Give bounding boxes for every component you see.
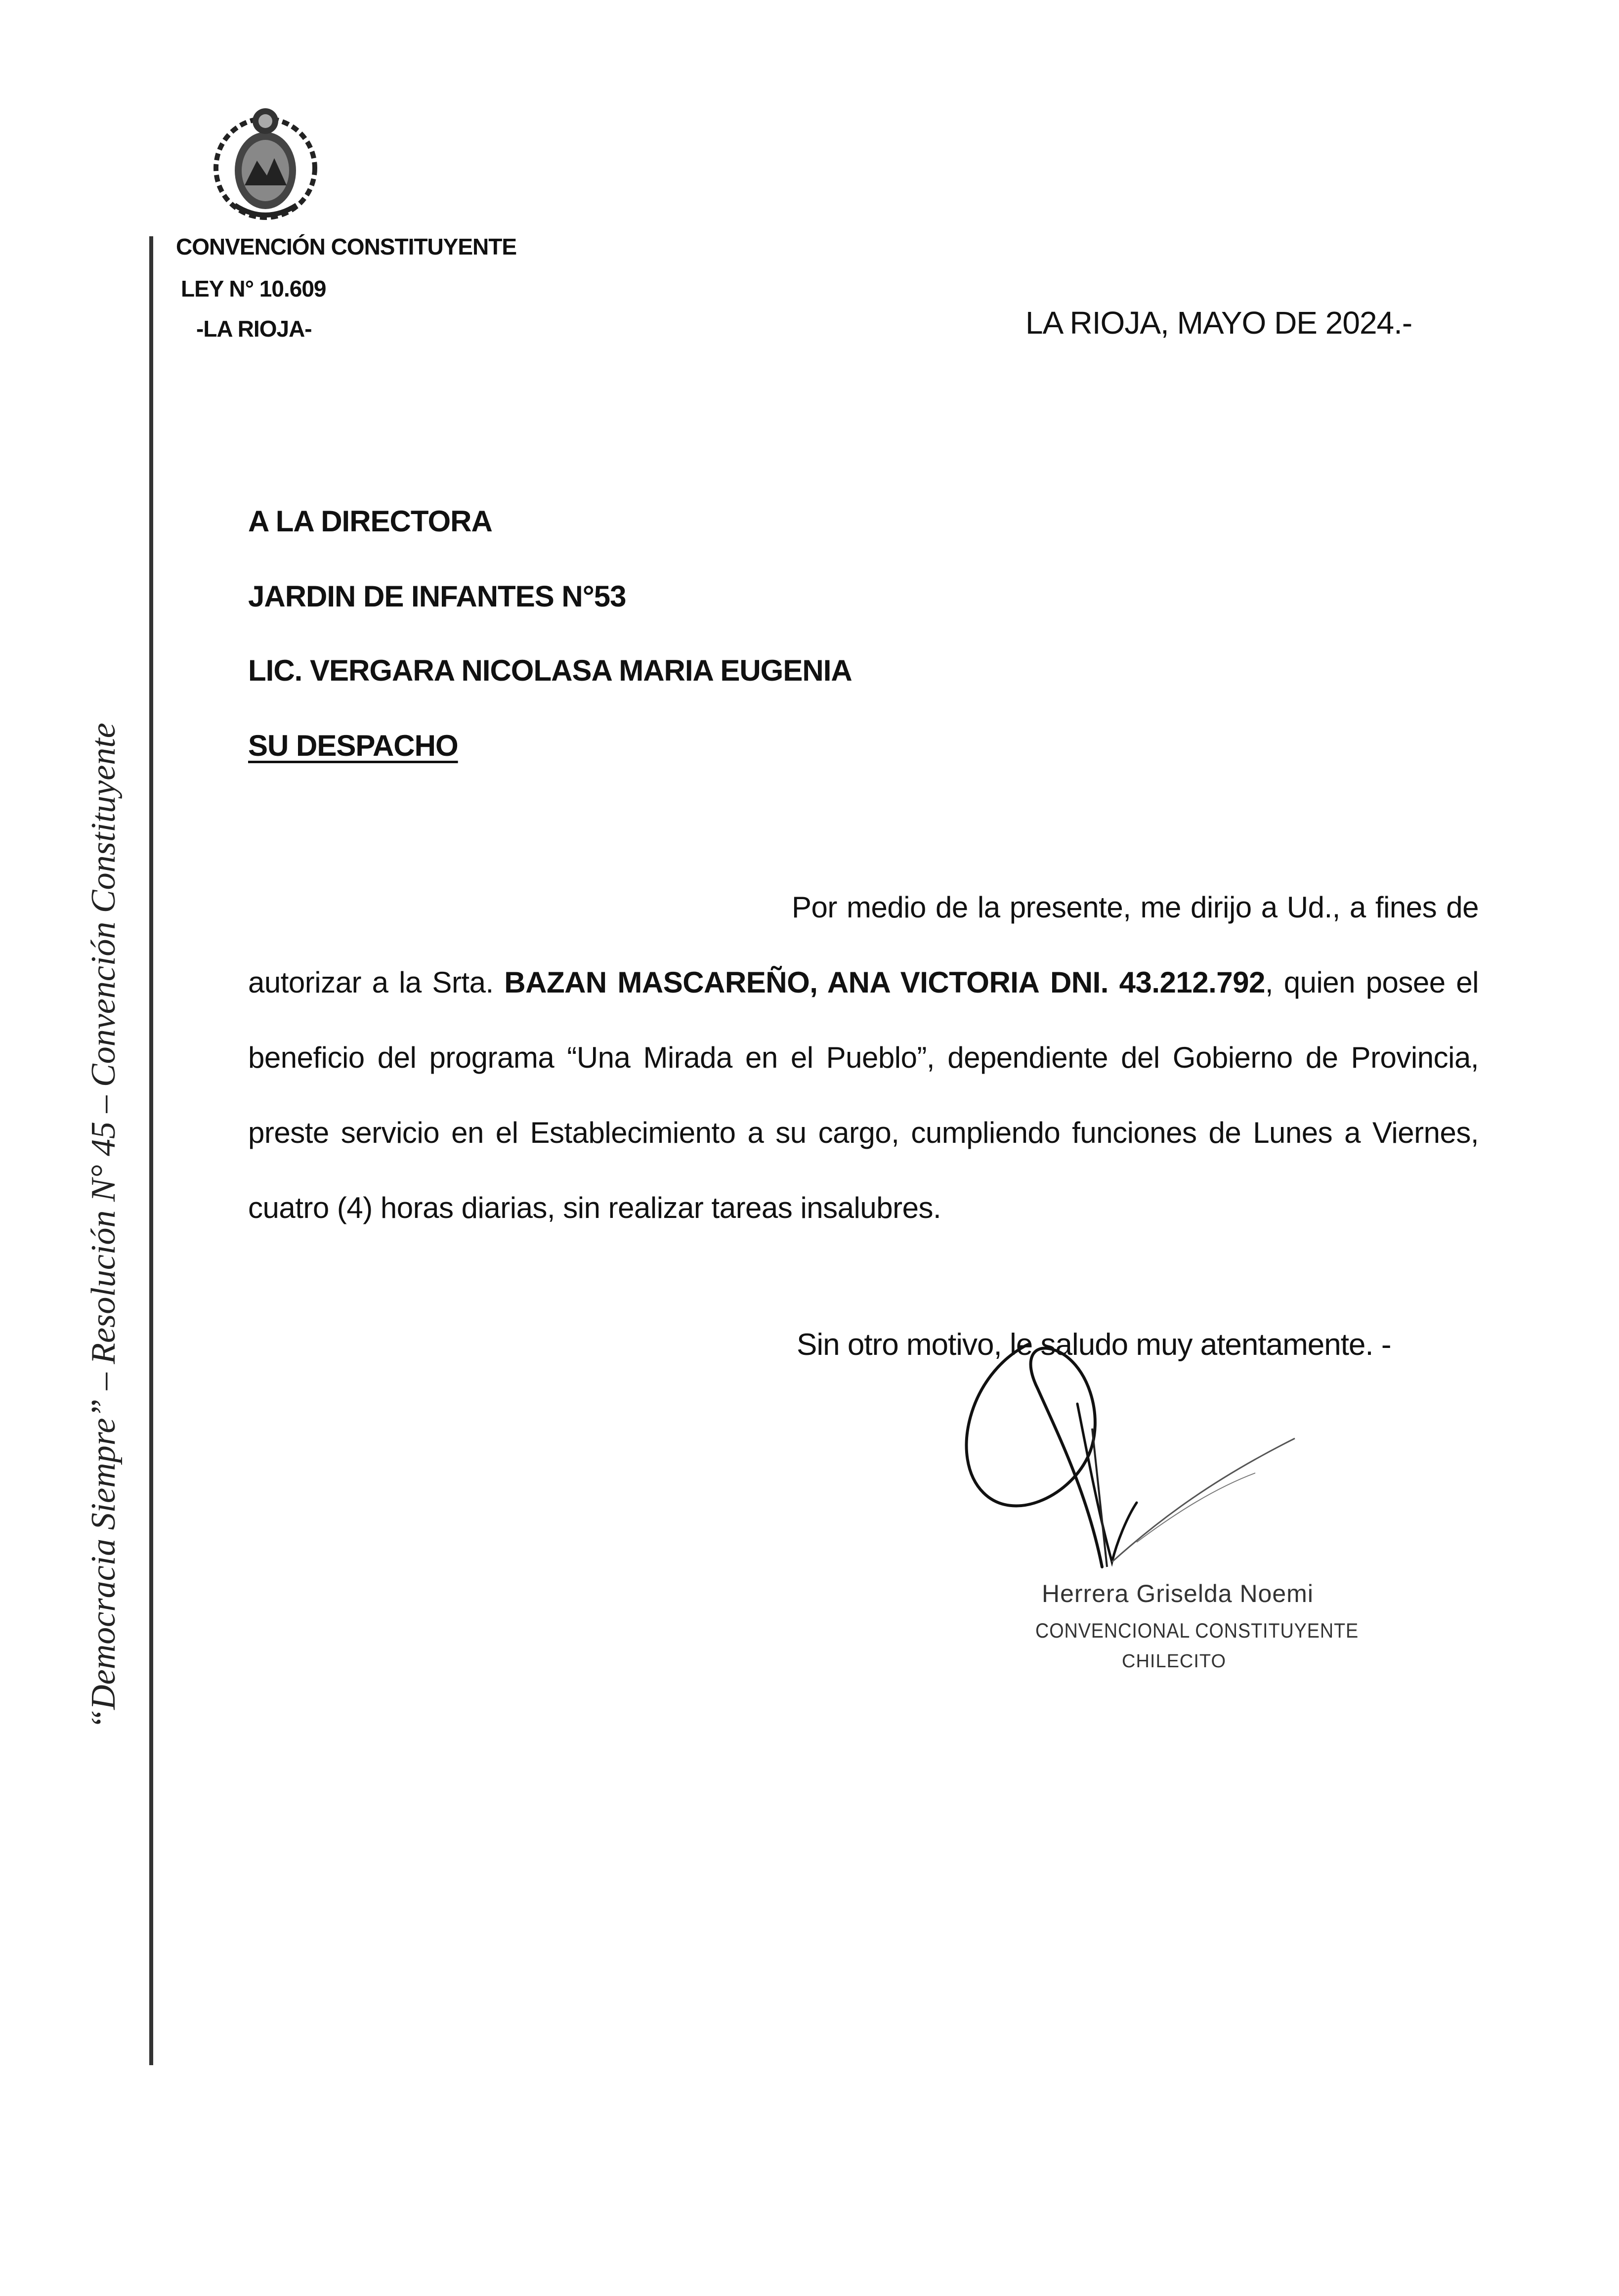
letter-body <box>248 870 1479 1246</box>
body-person-name: BAZAN MASCAREÑO, ANA VICTORIA <box>504 966 1040 999</box>
stamp-role: CONVENCIONAL CONSTITUYENTE <box>1035 1619 1359 1642</box>
addressee-line-1: A LA DIRECTORA <box>248 505 492 538</box>
addressee-line-2: JARDIN DE INFANTES N°53 <box>248 580 626 613</box>
letter-date: LA RIOJA, MAYO DE 2024.- <box>1025 305 1412 341</box>
handwritten-signature <box>939 1330 1315 1606</box>
addressee-line-3: LIC. VERGARA NICOLASA MARIA EUGENIA <box>248 654 852 687</box>
stamp-place: CHILECITO <box>1122 1651 1227 1672</box>
addressee-line-4: SU DESPACHO <box>248 729 458 762</box>
letterhead-law: LEY N° 10.609 <box>181 276 326 302</box>
letter-closing: Sin otro motivo, le saludo muy atentamente. - <box>797 1328 1391 1362</box>
body-text-2: , quien posee el beneficio del programa “Una Mirada en el Pueblo”, dependiente del Gobierno de Provincia, preste servicio en el Establecimiento a su cargo, cumpliendo funciones de Lunes a Viernes, cuatro (4) horas diarias, sin realizar tareas insalubres. <box>248 966 1479 1224</box>
body-text-1: Por medio de la presente, me dirijo a Ud., a fines de autorizar a la Srta. <box>248 891 1479 999</box>
letterhead-organization: CONVENCIÓN CONSTITUYENTE <box>176 234 517 260</box>
body-person-dni: DNI. 43.212.792 <box>1050 966 1265 999</box>
margin-motto: “Democracia Siempre” – Resolución N° 45 – Convención Constituyente <box>85 723 123 1729</box>
stamp-name: Herrera Griselda Noemi <box>1042 1580 1314 1607</box>
coat-of-arms-emblem <box>205 101 326 225</box>
side-divider-line <box>149 236 153 2065</box>
letterhead-city: -LA RIOJA- <box>196 316 312 342</box>
